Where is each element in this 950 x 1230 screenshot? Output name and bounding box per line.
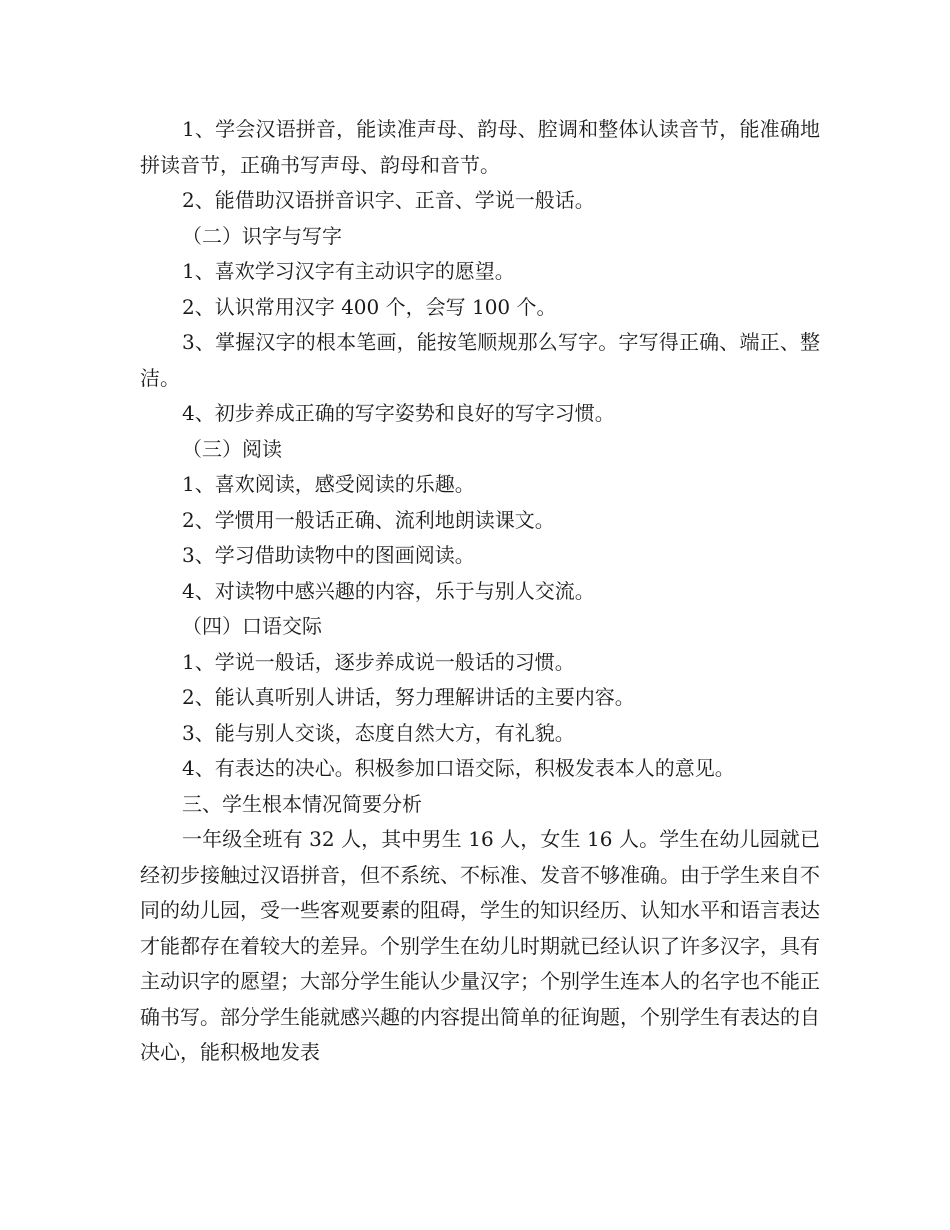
- section-heading: （二）识字与写字: [182, 223, 342, 248]
- section-heading: （三）阅读: [182, 436, 282, 461]
- section-heading: （四）口语交际: [182, 614, 322, 638]
- paragraph: 一年级全班有 32 人，其中男生 16 人，女生 16 人。学生在幼儿园就已经初步接触过汉语拼音，但不系统、不标准、发音不够准确。由于学生来自不同的幼儿园，受一些客观要素的阻碍，学生的知识经历、认知水平和语言表达才能都存在着较大的差异。个别学生在幼儿时期就已经认识了许多汉字，具有主动识字的愿望；大部分学生能认少量汉字；个别学生连本人的名字也不能正确书写。部分学生能就感兴趣的内容提出简单的征询题，个别学生有表达的自决心，能积极地发表: [140, 827, 820, 1064]
- paragraph: 3、学习借助读物中的图画阅读。: [182, 543, 475, 567]
- section-heading: 三、学生根本情况简要分析: [182, 791, 422, 816]
- document-body: [140, 112, 820, 1071]
- paragraph: 2、能认真听别人讲话，努力理解讲话的主要内容。: [182, 685, 635, 709]
- paragraph: 1、喜欢阅读，感受阅读的乐趣。: [182, 472, 475, 496]
- paragraph: 2、学惯用一般话正确、流利地朗读课文。: [182, 507, 555, 532]
- paragraph: 1、学说一般话，逐步养成说一般话的习惯。: [182, 649, 575, 674]
- paragraph: 2、认识常用汉字 400 个，会写 100 个。: [182, 294, 557, 319]
- paragraph: 4、初步养成正确的写字姿势和良好的写字习惯。: [182, 401, 615, 425]
- paragraph: 2、能借助汉语拼音识字、正音、学说一般话。: [182, 188, 595, 212]
- paragraph: 1、学会汉语拼音，能读准声母、韵母、腔调和整体认读音节，能准确地拼读音节，正确书写声母、韵母和音节。: [140, 117, 820, 177]
- paragraph: 3、能与别人交谈，态度自然大方，有礼貌。: [182, 720, 575, 745]
- paragraph: 1、喜欢学习汉字有主动识字的愿望。: [182, 259, 515, 283]
- paragraph: 4、有表达的决心。积极参加口语交际，积极发表本人的意见。: [182, 756, 735, 780]
- paragraph: 4、对读物中感兴趣的内容，乐于与别人交流。: [182, 578, 595, 603]
- paragraph: 3、掌握汉字的根本笔画，能按笔顺规那么写字。字写得正确、端正、整洁。: [140, 330, 820, 390]
